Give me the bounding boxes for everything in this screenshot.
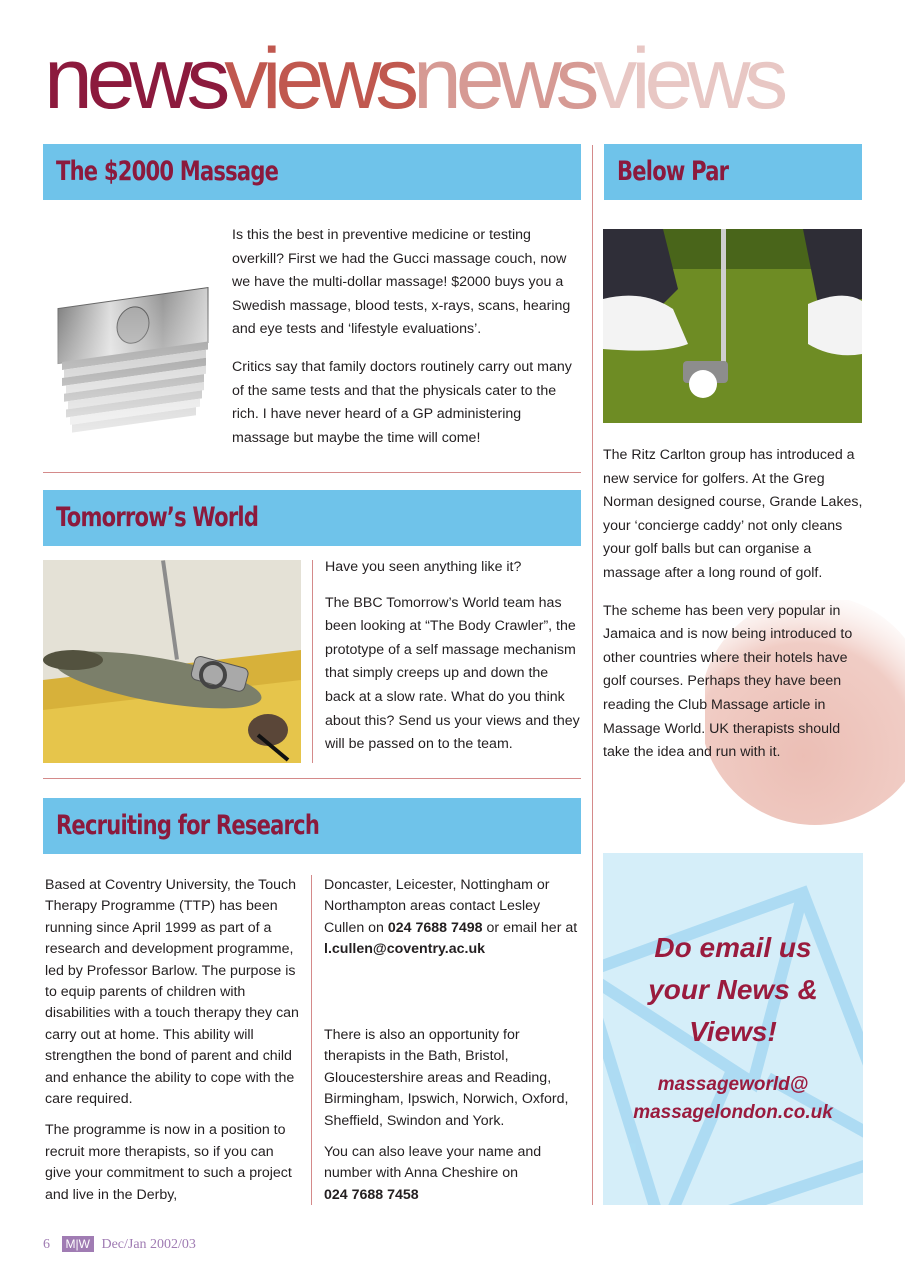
research-col2-para-1-mid: or email her at [482,919,578,936]
research-column-1 [45,875,303,1206]
issue-date: Dec/Jan 2002/03 [101,1237,196,1252]
masthead-views-2: views [593,31,783,127]
page-number: 6 [43,1237,50,1252]
massage-title: The $2000 Massage [56,156,279,187]
below-par-para-1: The Ritz Carlton group has introduced a new service for golfers. At the Greg Norman designed course, Grande Lakes, your ‘concierge caddy’ not only cleans your golf balls but can organise a massage after a long round of golf. [603,447,863,581]
research-col2-para-1-text: Doncaster, Leicester, Nottingham or Northampton areas contact Lesley Cullen on [324,877,550,936]
masthead-news-1: news [44,31,225,127]
research-email-link[interactable]: l.cullen@coventry.ac.uk [324,941,486,958]
golf-photo [603,229,862,423]
tomorrow-divider [43,778,581,779]
golf-illustration [603,229,862,423]
below-par-body [603,444,865,779]
tomorrow-para-2: The BBC Tomorrow’s World team has been looking at “The Body Crawler”, the prototype of a self massage mechanism that simply creeps up and down the back at a slow rate. What do you think about this? Send us your views and they will be passed on to the team. [325,594,580,753]
massage-divider [43,472,581,473]
research-title: Recruiting for Research [56,810,320,841]
massage-para-1: Is this the best in preventive medicine or testing overkill? First we had the Gucci massage couch, now we have the multi-dollar massage! $2000 buys you a Swedish massage, blood tests, x-rays, scans, hearing and eye tests and ‘lifestyle evaluations’. [232,227,571,338]
research-col2-para-3: You can also leave your name and number with Anna Cheshire on [324,1144,542,1182]
massage-header-bar [43,144,581,200]
email-us-box [603,853,863,1205]
massage-body [232,224,582,464]
tomorrow-title: Tomorrow’s World [56,502,259,533]
email-address-line-1: massageworld@ [657,1074,809,1095]
below-par-para-2: The scheme has been very popular in Jamaica and is now being introduced to other countries where their hotels have golf courses. Perhaps they have been reading the Club Massage article in Massage World. UK therapists should take the idea and run with it. [603,602,853,761]
masthead [44,31,783,127]
column-divider [592,145,593,1205]
research-phone-1: 024 7688 7498 [387,919,483,936]
body-crawler-photo [43,560,301,763]
below-par-header-bar [604,144,862,200]
research-column-2 [324,875,582,961]
tomorrow-para-1: Have you seen anything like it? [325,559,522,575]
email-cta-line-2: your News & [648,974,818,1005]
massage-para-2: Critics say that family doctors routinely carry out many of the same tests and that the physicals cater to the rich. I have never heard of a GP administering massage but maybe the time will come! [232,358,572,446]
tomorrow-inner-divider [312,560,313,763]
research-col1-para-2: The programme is now in a position to recruit more therapists, so if you can give your commitment to such a project and live in the Derby, [45,1122,292,1203]
research-col2-para-2: There is also an opportunity for therapists in the Bath, Bristol, Gloucestershire areas and Reading, Birmingham, Ipswich, Norwich, Oxford, Sheffield, Swindon and York. [324,1027,569,1129]
masthead-news-2: news [413,31,594,127]
below-par-title: Below Par [617,156,729,187]
research-col2-para-1 [324,875,582,961]
tomorrow-header-bar [43,490,581,546]
email-cta-line-1: Do email us [654,932,812,963]
body-crawler-illustration [43,560,301,763]
page-footer [43,1236,196,1253]
research-header-bar [43,798,581,854]
email-address[interactable] [603,1071,863,1127]
email-cta-line-3: Views! [689,1016,777,1047]
research-column-2-lower [324,1025,582,1206]
magazine-logo: M|W [62,1236,94,1252]
research-inner-divider [311,875,312,1205]
research-phone-2: 024 7688 7458 [324,1186,419,1203]
email-cta [603,927,863,1053]
masthead-views-1: views [224,31,414,127]
tomorrow-body [325,556,580,771]
money-stack-illustration [48,280,213,450]
money-stack-image [48,280,213,450]
research-col1-para-1: Based at Coventry University, the Touch Therapy Programme (TTP) has been running since April 1999 as part of a research and development programme, led by Professor Barlow. The purpose is to equip parents of children with disabilities with a touch therapy they can carry out at home. This ability will strengthen the bond of parent and child and enhance the ability to cope with the care required. [45,877,299,1108]
email-address-line-2: massagelondon.co.uk [633,1102,833,1123]
